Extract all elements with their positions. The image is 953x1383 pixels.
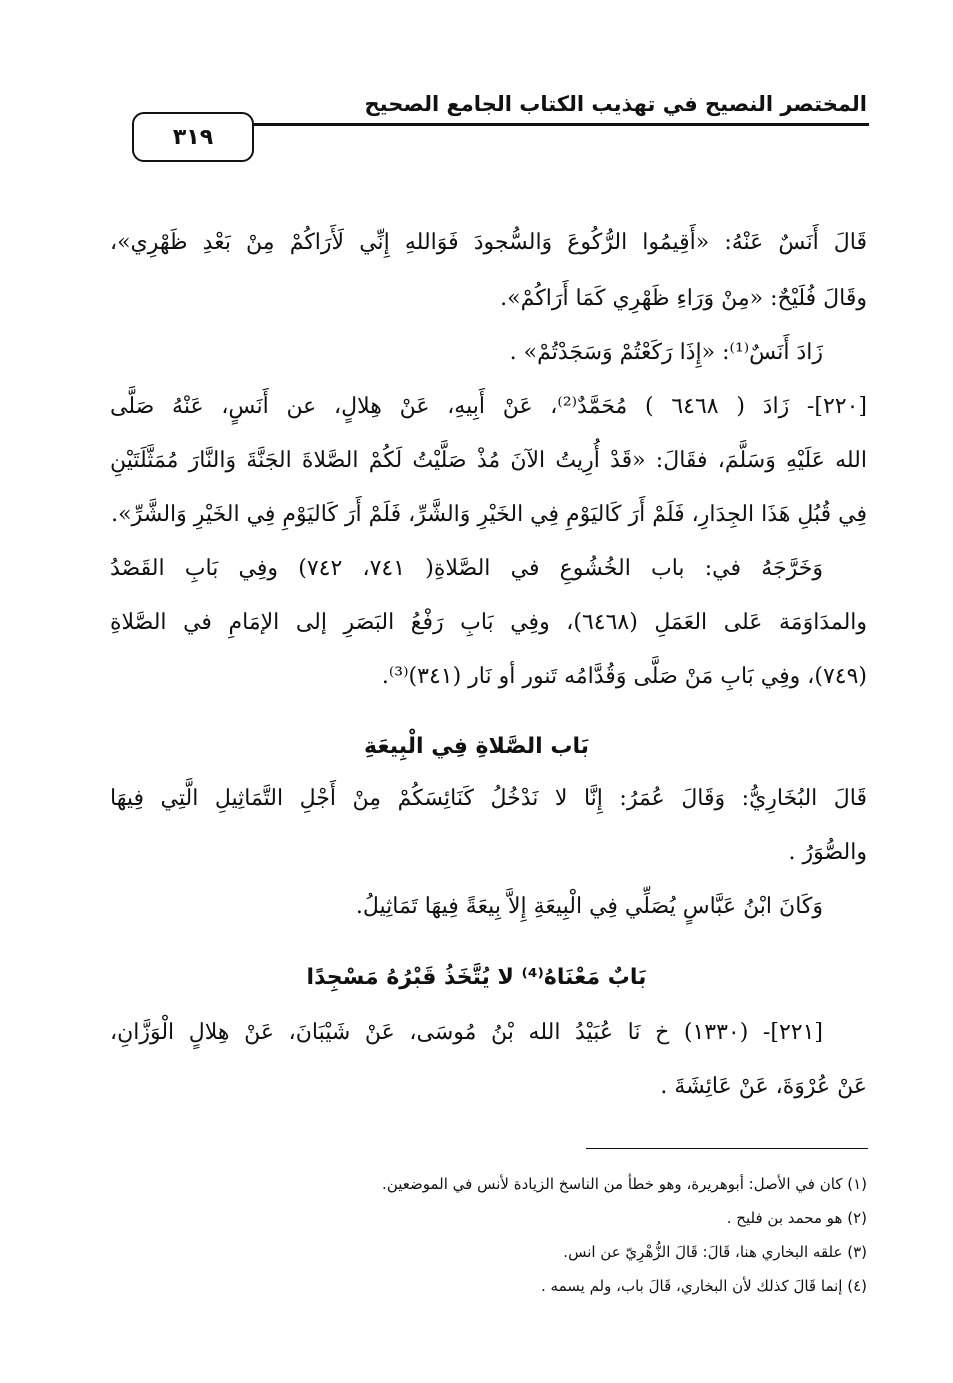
text-line: قَالَ أَنَسٌ عَنْهُ: «أَقِيمُوا الرُّكُوعَ وَالسُّجودَ فَوَاللهِ إِنِّي لَأَرَاكُمْ مِنْ بَعْدِ ظَهْرِي»،: [110, 230, 867, 255]
text-line: وَكَانَ ابْنُ عَبَّاسٍ يُصَلِّي فِي الْبِيعَةِ إِلاَّ بِيعَةً فِيهَا تَمَاثِيلُ.: [355, 894, 823, 919]
text-line: وقَالَ فُلَيْحٌ: «مِنْ وَرَاءِ ظَهْرِي كَمَا أَرَاكُمْ».: [500, 286, 867, 311]
text-line: وَخَرَّجَهُ في: باب الخُشُوعِ في الصَّلاةِ( ٧٤١، ٧٤٢) وفِي بَابِ القَصْدُ: [110, 556, 824, 581]
text-line: قَالَ البُخَارِيُّ: وَقَالَ عُمَرُ: إِنَّا لا نَدْخُلُ كَنَائِسَكُمْ مِنْ أَجْلِ التَّمَاثِيلِ الَّتِي فِيهَا: [110, 786, 867, 811]
text-line: الله عَلَيْهِ وَسَلَّمَ، فقَالَ: «قَدْ أُرِيتُ الآنَ مُذْ صَلَّيْتُ لَكُمْ الصَّلاةَ الجَنَّةَ وَالنَّارَ مُمَثَّلَتَيْنِ: [110, 448, 867, 473]
footnote: (٣) علقه البخاري هنا، قَالَ: قَالَ الزُّهْرِيّ عن انس.: [563, 1243, 867, 1261]
text-line: والصُّوَرُ .: [788, 840, 867, 865]
section-heading: بَابٌ مَعْنَاهُ⁽⁴⁾ لا يُتَّخَذُ قَبْرُهُ مَسْجِدًا: [306, 965, 647, 990]
text-line: (٧٤٩)، وفِي بَابِ مَنْ صَلَّى وَقُدَّامُه تَنور أو نَار (٣٤١)⁽³⁾.: [381, 664, 867, 689]
text-line: عَنْ عُرْوَةَ، عَنْ عَائِشَةَ .: [660, 1074, 867, 1099]
hadith-221-line: [٢٢١]- (١٣٣٠) خ نَا عُبَيْدُ الله بْنُ مُوسَى، عَنْ شَيْبَانَ، عَنْ هِلالٍ الْوَزَّانِ،: [110, 1020, 824, 1045]
page-number: ٣١٩: [132, 112, 254, 162]
footnote: (١) كان في الأصل: أبوهريرة، وهو خطأ من الناسخ الزيادة لأنس في الموضعين.: [382, 1175, 867, 1193]
running-header-title: المختصر النصيح في تهذيب الكتاب الجامع الصحيح: [364, 92, 867, 116]
footnote: (٢) هو محمد بن فليح .: [726, 1209, 867, 1227]
text-line: فِي قُبُلِ هَذَا الجِدَارِ، فَلَمْ أَرَ كَاليَوْمِ فِي الخَيْرِ وَالشَّرِّ، فَلَمْ أَرَ كَاليَوْمِ فِي الخَيْرِ وَالشَّرِّ».: [111, 502, 867, 527]
section-heading: بَاب الصَّلاةِ فِي الْبِيعَةِ: [364, 734, 589, 759]
footnote: (٤) إنما قَالَ كذلك لأن البخاري، قَالَ باب، ولم يسمه .: [541, 1277, 867, 1295]
header-rule: [250, 123, 869, 126]
text-line: والمدَاوَمَة عَلى العَمَلِ (٦٤٦٨)، وفِي بَابِ رَفْعُ البَصَرِ إلى الإمَامِ في الصَّلاةِ: [110, 610, 868, 635]
hadith-220-line: [٢٢٠]- زَادَ ( ٦٤٦٨ ) مُحَمَّدٌ⁽²⁾، عَنْ أَبِيهِ، عَنْ هِلالٍ، عن أَنَسٍ، عَنْهُ صَلَّى: [110, 394, 867, 419]
footnote-separator: [586, 1148, 868, 1149]
text-line: زَادَ أَنَسٌ⁽¹⁾: «إِذَا رَكَعْتُمْ وَسَجَدْتُمْ» .: [509, 340, 823, 365]
